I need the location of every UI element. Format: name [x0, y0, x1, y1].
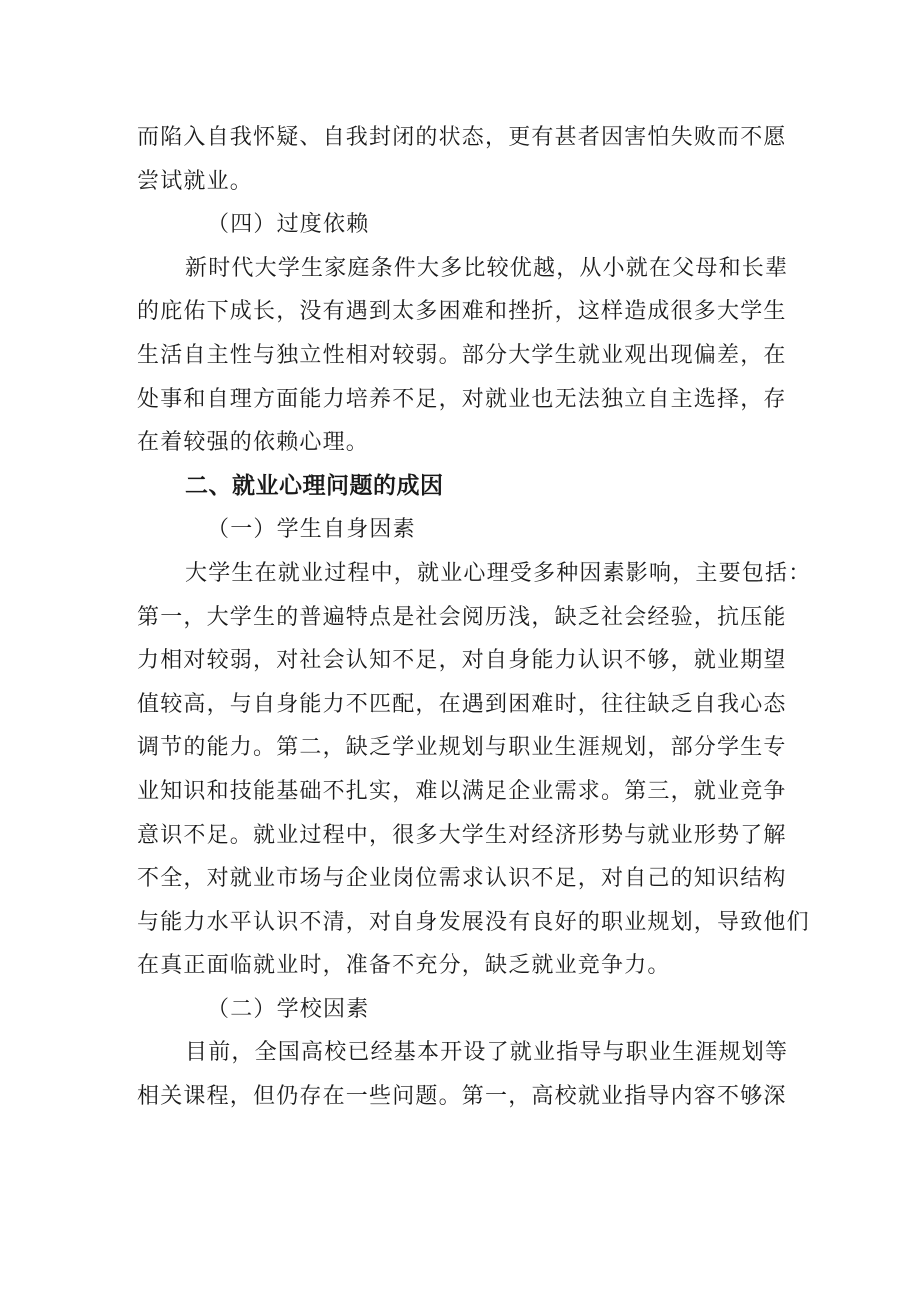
paragraph-line: 力相对较弱，对社会认知不足，对自身能力认识不够，就业期望 [137, 648, 787, 674]
paragraph-line: 第一，大学生的普遍特点是社会阅历浅，缺乏社会经验，抗压能 [137, 604, 787, 630]
paragraph-line: 而陷入自我怀疑、自我封闭的状态，更有甚者因害怕失败而不愿 [137, 125, 787, 150]
paragraph-line: 不全，对就业市场与企业岗位需求认识不足，对自己的知识结构 [137, 866, 787, 892]
paragraph-line: 在真正面临就业时，准备不充分，缺乏就业竞争力。 [137, 953, 671, 979]
paragraph-line: 值较高，与自身能力不匹配，在遇到困难时，往往缺乏自我心态 [137, 691, 787, 717]
section-subheading: （二）学校因素 [207, 996, 370, 1022]
paragraph-line: 处事和自理方面能力培养不足，对就业也无法独立自主选择，存 [137, 386, 787, 412]
paragraph-line: 的庇佑下成长，没有遇到太多困难和挫折，这样造成很多大学生 [137, 299, 787, 325]
paragraph-line: 业知识和技能基础不扎实，难以满足企业需求。第三，就业竞争 [137, 778, 787, 804]
paragraph-line: 尝试就业。 [137, 168, 254, 194]
document-body [137, 116, 812, 1119]
paragraph-line: 新时代大学生家庭条件大多比较优越，从小就在父母和长辈 [185, 255, 789, 281]
section-subheading: （四）过度依赖 [207, 212, 370, 238]
paragraph-line: 相关课程，但仍存在一些问题。第一，高校就业指导内容不够深 [137, 1084, 787, 1110]
paragraph-line: 与能力水平认识不清，对自身发展没有良好的职业规划，导致他们 [137, 909, 810, 935]
paragraph-line: 大学生在就业过程中，就业心理受多种因素影响，主要包括： [185, 560, 812, 586]
section-subheading: （一）学生自身因素 [207, 517, 416, 543]
paragraph-line: 意识不足。就业过程中，很多大学生对经济形势与就业形势了解 [137, 822, 787, 848]
paragraph-line: 在着较强的依赖心理。 [137, 430, 370, 456]
paragraph-line: 生活自主性与独立性相对较弱。部分大学生就业观出现偏差，在 [137, 342, 787, 368]
paragraph-line: 目前，全国高校已经基本开设了就业指导与职业生涯规划等 [185, 1040, 789, 1066]
section-heading: 二、就业心理问题的成因 [185, 472, 444, 499]
paragraph-line: 调节的能力。第二，缺乏学业规划与职业生涯规划，部分学生专 [137, 735, 787, 761]
